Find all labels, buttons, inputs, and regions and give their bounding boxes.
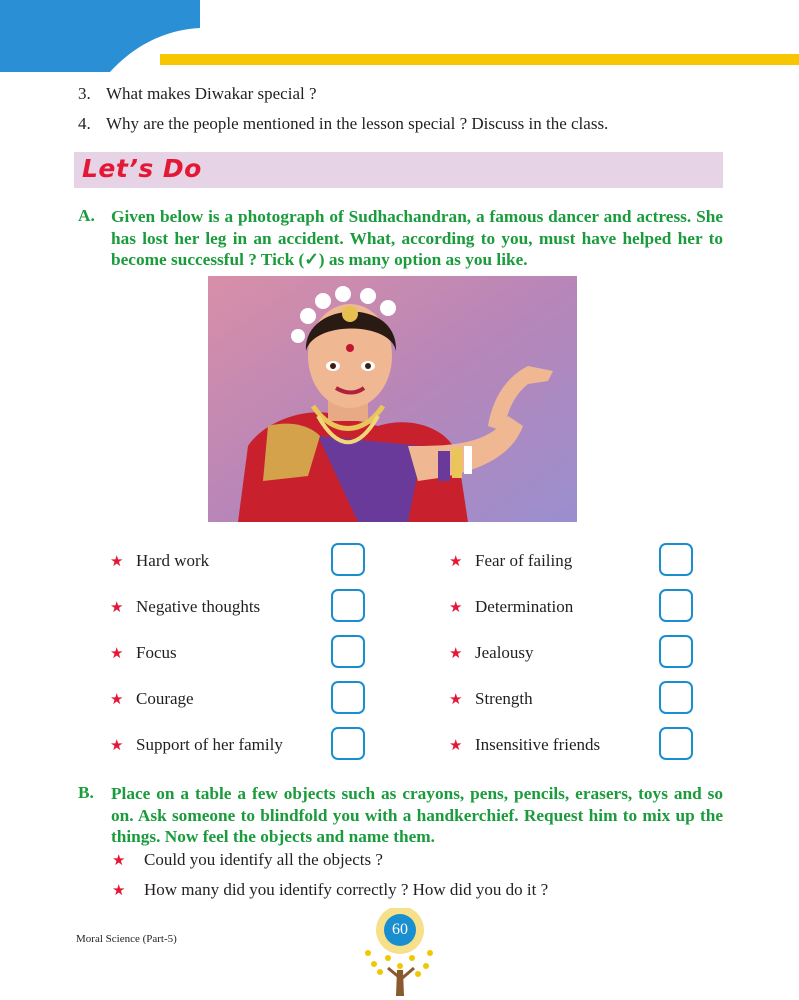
option-negative-thoughts: ★ Negative thoughts: [110, 597, 261, 616]
checkbox-insensitive-friends[interactable]: [659, 727, 693, 760]
page-number-badge: [360, 908, 440, 1000]
section-title: Let’s Do: [82, 154, 202, 183]
option-hard-work: ★ Hard work: [110, 551, 210, 570]
star-icon: ★: [449, 553, 463, 570]
header-decoration: [0, 0, 799, 80]
checkbox-determination[interactable]: [659, 589, 693, 622]
star-icon: ★: [110, 553, 124, 570]
checkbox-fear-of-failing[interactable]: [659, 543, 693, 576]
option-fear-of-failing: ★ Fear of failing: [449, 551, 573, 570]
section-header: [74, 152, 723, 188]
question-3: 3. What makes Diwakar special ?: [78, 84, 317, 103]
star-icon: ★: [449, 599, 463, 616]
star-icon: ★: [112, 882, 126, 899]
star-icon: ★: [449, 691, 463, 708]
page-number: 60: [384, 914, 416, 946]
option-insensitive-friends: ★ Insensitive friends: [449, 735, 601, 754]
option-focus: ★ Focus: [110, 643, 177, 662]
star-icon: ★: [110, 599, 124, 616]
question-4: 4. Why are the people mentioned in the lesson special ? Discuss in the class.: [78, 114, 609, 133]
dancer-photo: [208, 276, 577, 522]
star-icon: ★: [112, 852, 126, 869]
star-icon: ★: [110, 645, 124, 662]
star-icon: ★: [449, 645, 463, 662]
option-determination: ★ Determination: [449, 597, 574, 616]
checkbox-jealousy[interactable]: [659, 635, 693, 668]
star-icon: ★: [449, 737, 463, 754]
activity-a-text: Given below is a photograph of Sudhachandran, a famous dancer and actress. She has lost her leg in an accident. What, according to you, must have helped her to become successful ? Tick (✓) as many option as you like.: [111, 207, 723, 269]
activity-b-text: Place on a table a few objects such as crayons, pens, pencils, erasers, toys and so on. Ask someone to blindfold you with a handkerchief. Request him to mix up the things. Now feel the objects and name them.: [111, 784, 723, 846]
checkbox-strength[interactable]: [659, 681, 693, 714]
checkbox-focus[interactable]: [331, 635, 365, 668]
option-support-family: ★ Support of her family: [110, 735, 283, 754]
activity-a-letter: A.: [78, 206, 95, 225]
activity-b-letter: B.: [78, 783, 94, 802]
star-icon: ★: [110, 737, 124, 754]
option-jealousy: ★ Jealousy: [449, 643, 534, 662]
header-stripe: [160, 54, 799, 65]
option-courage: ★ Courage: [110, 689, 194, 708]
activity-b-bullet-2: ★ How many did you identify correctly ? How did you do it ?: [112, 880, 549, 899]
checkbox-negative-thoughts[interactable]: [331, 589, 365, 622]
book-title: Moral Science (Part-5): [76, 933, 177, 945]
activity-b-bullet-1: ★ Could you identify all the objects ?: [112, 850, 383, 869]
checkbox-support-family[interactable]: [331, 727, 365, 760]
checkbox-hard-work[interactable]: [331, 543, 365, 576]
option-strength: ★ Strength: [449, 689, 533, 708]
star-icon: ★: [110, 691, 124, 708]
checkbox-courage[interactable]: [331, 681, 365, 714]
